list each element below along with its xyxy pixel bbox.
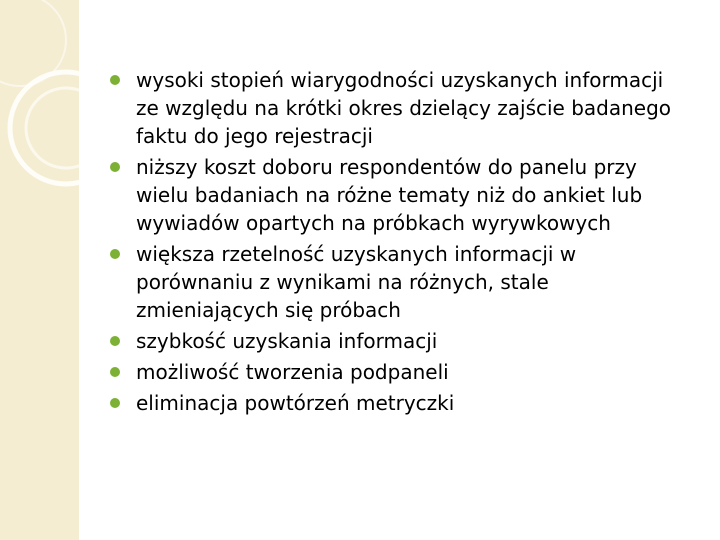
bullet-text: większa rzetelność uzyskanych informacji w porównaniu z wynikami na różnych, stale zmieniających się próbach: [136, 242, 577, 322]
list-item: [108, 389, 688, 417]
bullet-text: eliminacja powtórzeń metryczki: [136, 391, 455, 415]
list-item: [108, 153, 688, 237]
list-item: [108, 66, 688, 150]
green-dot-icon: [110, 75, 120, 85]
bullet-text: wysoki stopień wiarygodności uzyskanych informacji ze względu na krótki okres dzielący zajście badanego faktu do jego rejestracji: [136, 68, 672, 148]
side-panel-border: [79, 0, 83, 540]
list-item: [108, 327, 688, 355]
bullet-list: [108, 66, 688, 417]
green-dot-icon: [110, 336, 120, 346]
decorative-circles-icon: [0, 0, 79, 540]
list-item: [108, 240, 688, 324]
bullet-text: niższy koszt doboru respondentów do panelu przy wielu badaniach na różne tematy niż do ankiet lub wywiadów opartych na próbkach wyrywkowych: [136, 155, 643, 235]
slide-content: [108, 66, 688, 420]
list-item: [108, 358, 688, 386]
decorative-side-panel: [0, 0, 79, 540]
green-dot-icon: [110, 367, 120, 377]
green-dot-icon: [110, 249, 120, 259]
green-dot-icon: [110, 398, 120, 408]
bullet-text: szybkość uzyskania informacji: [136, 329, 438, 353]
bullet-text: możliwość tworzenia podpaneli: [136, 360, 449, 384]
green-dot-icon: [110, 162, 120, 172]
